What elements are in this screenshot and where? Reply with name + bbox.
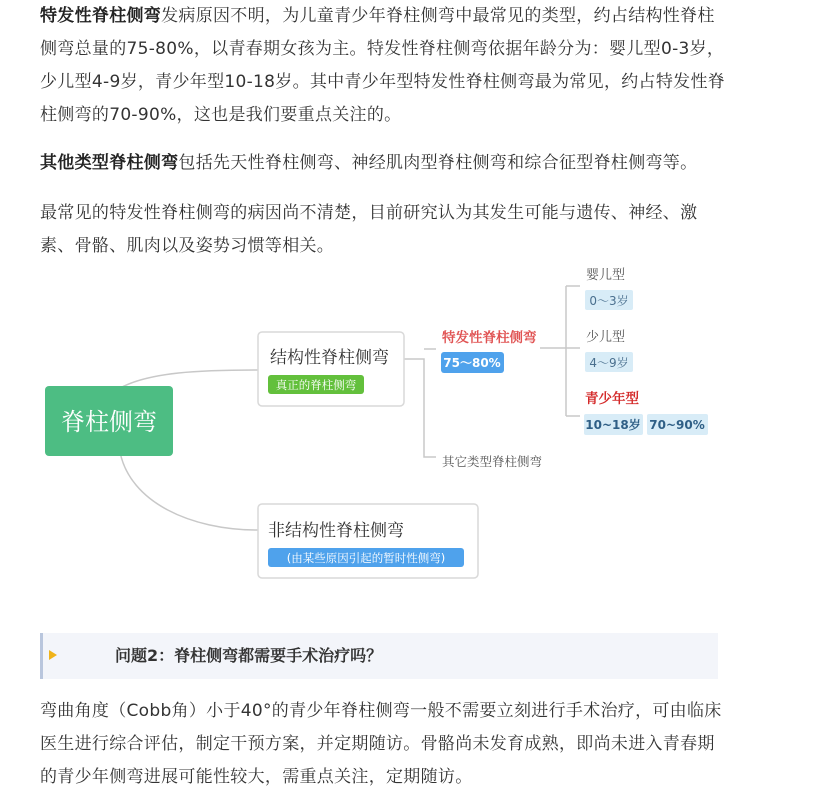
structural-node xyxy=(258,332,404,406)
answer-paragraph: 弯曲角度（Cobb角）小于40°的青少年脊柱侧弯一般不需要立刻进行手术治疗，可由临床医生进行综合评估，制定干预方案，并定期随访。骨骼尚未发育成熟，即尚未进入青春期的青少年侧弯进展可能性较大，需重点关注，定期随访。 xyxy=(40,701,722,787)
other-types-paragraph xyxy=(40,147,730,180)
mindmap-connectors xyxy=(120,286,580,530)
intro-term: 特发性脊柱侧弯 xyxy=(40,6,162,26)
child-age-label: 4～9岁 xyxy=(589,356,629,370)
other-types-term: 其他类型脊柱侧弯 xyxy=(40,153,179,173)
adolescent-age-label: 10~18岁 xyxy=(585,418,641,432)
intro-paragraph xyxy=(40,0,730,132)
idiopathic-percent-label: 75～80% xyxy=(443,356,501,370)
scoliosis-mindmap xyxy=(0,262,830,592)
idiopathic-label: 特发性脊柱侧弯 xyxy=(442,330,537,346)
infant-age-label: 0～3岁 xyxy=(589,294,629,308)
root-node-label: 脊柱侧弯 xyxy=(61,408,157,436)
other-types-label: 其它类型脊柱侧弯 xyxy=(442,454,543,469)
nonstructural-node-label: 非结构性脊柱侧弯 xyxy=(268,521,404,541)
nonstructural-tag-label: (由某些原因引起的暂时性侧弯) xyxy=(286,551,446,565)
adolescent-label: 青少年型 xyxy=(585,391,639,407)
question-title: 问题2：脊柱侧弯都需要手术治疗吗？ xyxy=(115,646,383,665)
structural-node-label: 结构性脊柱侧弯 xyxy=(270,348,389,368)
intro-text: 发病原因不明，为儿童青少年脊柱侧弯中最常见的类型，约占结构性脊柱侧弯总量的75-80%，以青春期女孩为主。特发性脊柱侧弯依据年龄分为：婴儿型0-3岁，少儿型4-9岁，青少年型10-18岁。其中青少年型特发性脊柱侧弯最为常见，约占特发性脊柱侧弯的70-90%，这也是我们要重点关注的。 xyxy=(40,6,726,125)
caret-right-icon xyxy=(49,650,57,660)
structural-tag-label: 真正的脊柱侧弯 xyxy=(275,378,357,392)
infant-label: 婴儿型 xyxy=(586,268,626,283)
other-types-text: 包括先天性脊柱侧弯、神经肌肉型脊柱侧弯和综合征型脊柱侧弯等。 xyxy=(178,153,698,173)
child-label: 少儿型 xyxy=(586,330,626,345)
question-callout xyxy=(40,633,718,679)
cause-paragraph: 最常见的特发性脊柱侧弯的病因尚不清楚，目前研究认为其发生可能与遗传、神经、激素、骨骼、肌肉以及姿势习惯等相关。 xyxy=(40,203,698,256)
adolescent-percent-label: 70~90% xyxy=(649,418,705,432)
